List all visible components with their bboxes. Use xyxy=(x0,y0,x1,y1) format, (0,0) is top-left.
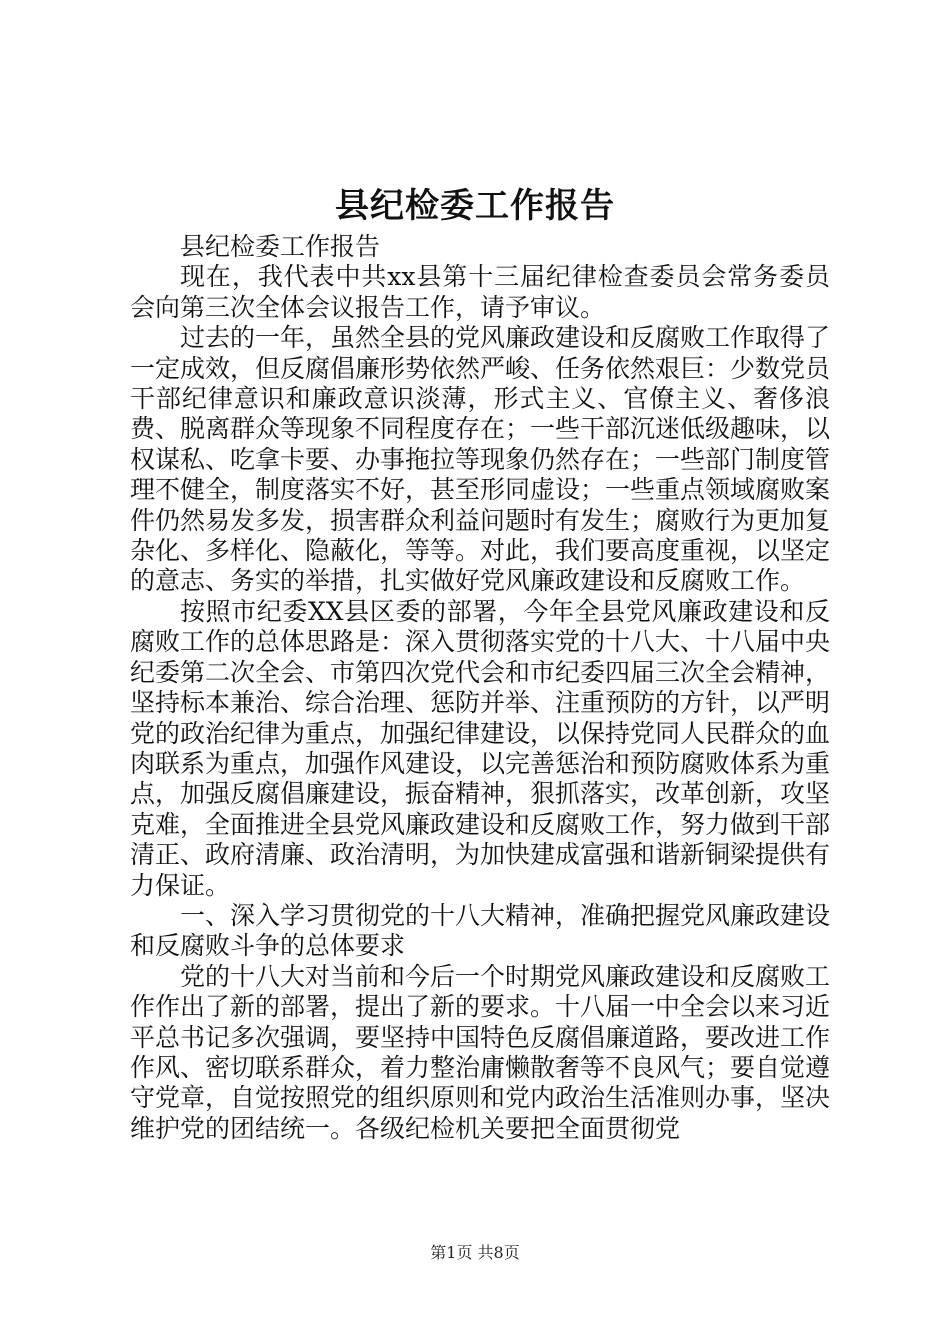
document-body xyxy=(130,232,830,1144)
paragraph: 党的十八大对当前和今后一个时期党风廉政建设和反腐败工作作出了新的部署，提出了新的要求。十八届一中全会以来习近平总书记多次强调，要坚持中国特色反腐倡廉道路，要改进工作作风、密切联系群众，着力整治庸懒散奢等不良风气；要自觉遵守党章，自觉按照党的组织原则和党内政治生活准则办事，坚决维护党的团结统一。各级纪检机关要把全面贯彻党 xyxy=(130,961,831,1143)
document-title: 县纪检委工作报告 xyxy=(335,186,615,226)
paragraph: 按照市纪委XX县区委的部署，今年全县党风廉政建设和反腐败工作的总体思路是：深入贯彻落实党的十八大、十八届中央纪委第二次全会、市第四次党代会和市纪委四届三次全会精神，坚持标本兼治、综合治理、惩防并举、注重预防的方针，以严明党的政治纪律为重点，加强纪律建设，以保持党同人民群众的血肉联系为重点，加强作风建设，以完善惩治和预防腐败体系为重点，加强反腐倡廉建设，振奋精神，狠抓落实，改革创新，攻坚克难，全面推进全县党风廉政建设和反腐败工作，努力做到干部清正、政府清廉、政治清明，为加快建成富强和谐新铜梁提供有力保证。 xyxy=(130,596,831,900)
page-indicator: 第1页 共8页 xyxy=(430,1243,520,1262)
paragraph: 过去的一年，虽然全县的党风廉政建设和反腐败工作取得了一定成效，但反腐倡廉形势依然严峻、任务依然艰巨：少数党员干部纪律意识和廉政意识淡薄，形式主义、官僚主义、奢侈浪费、脱离群众等现象不同程度存在；一些干部沉迷低级趣味，以权谋私、吃拿卡要、办事拖拉等现象仍然存在；一些部门制度管理不健全，制度落实不好，甚至形同虚设；一些重点领域腐败案件仍然易发多发，损害群众利益问题时有发生；腐败行为更加复杂化、多样化、隐蔽化，等等。对此，我们要高度重视，以坚定的意志、务实的举措，扎实做好党风廉政建设和反腐败工作。 xyxy=(130,323,831,596)
page-footer xyxy=(0,1243,950,1263)
paragraph: 现在，我代表中共xx县第十三届纪律检查委员会常务委员会向第三次全体会议报告工作，请予审议。 xyxy=(130,262,830,322)
paragraph-subtitle: 县纪检委工作报告 xyxy=(180,232,381,261)
section-heading: 一、深入学习贯彻党的十八大精神，准确把握党风廉政建设和反腐败斗争的总体要求 xyxy=(130,900,831,961)
